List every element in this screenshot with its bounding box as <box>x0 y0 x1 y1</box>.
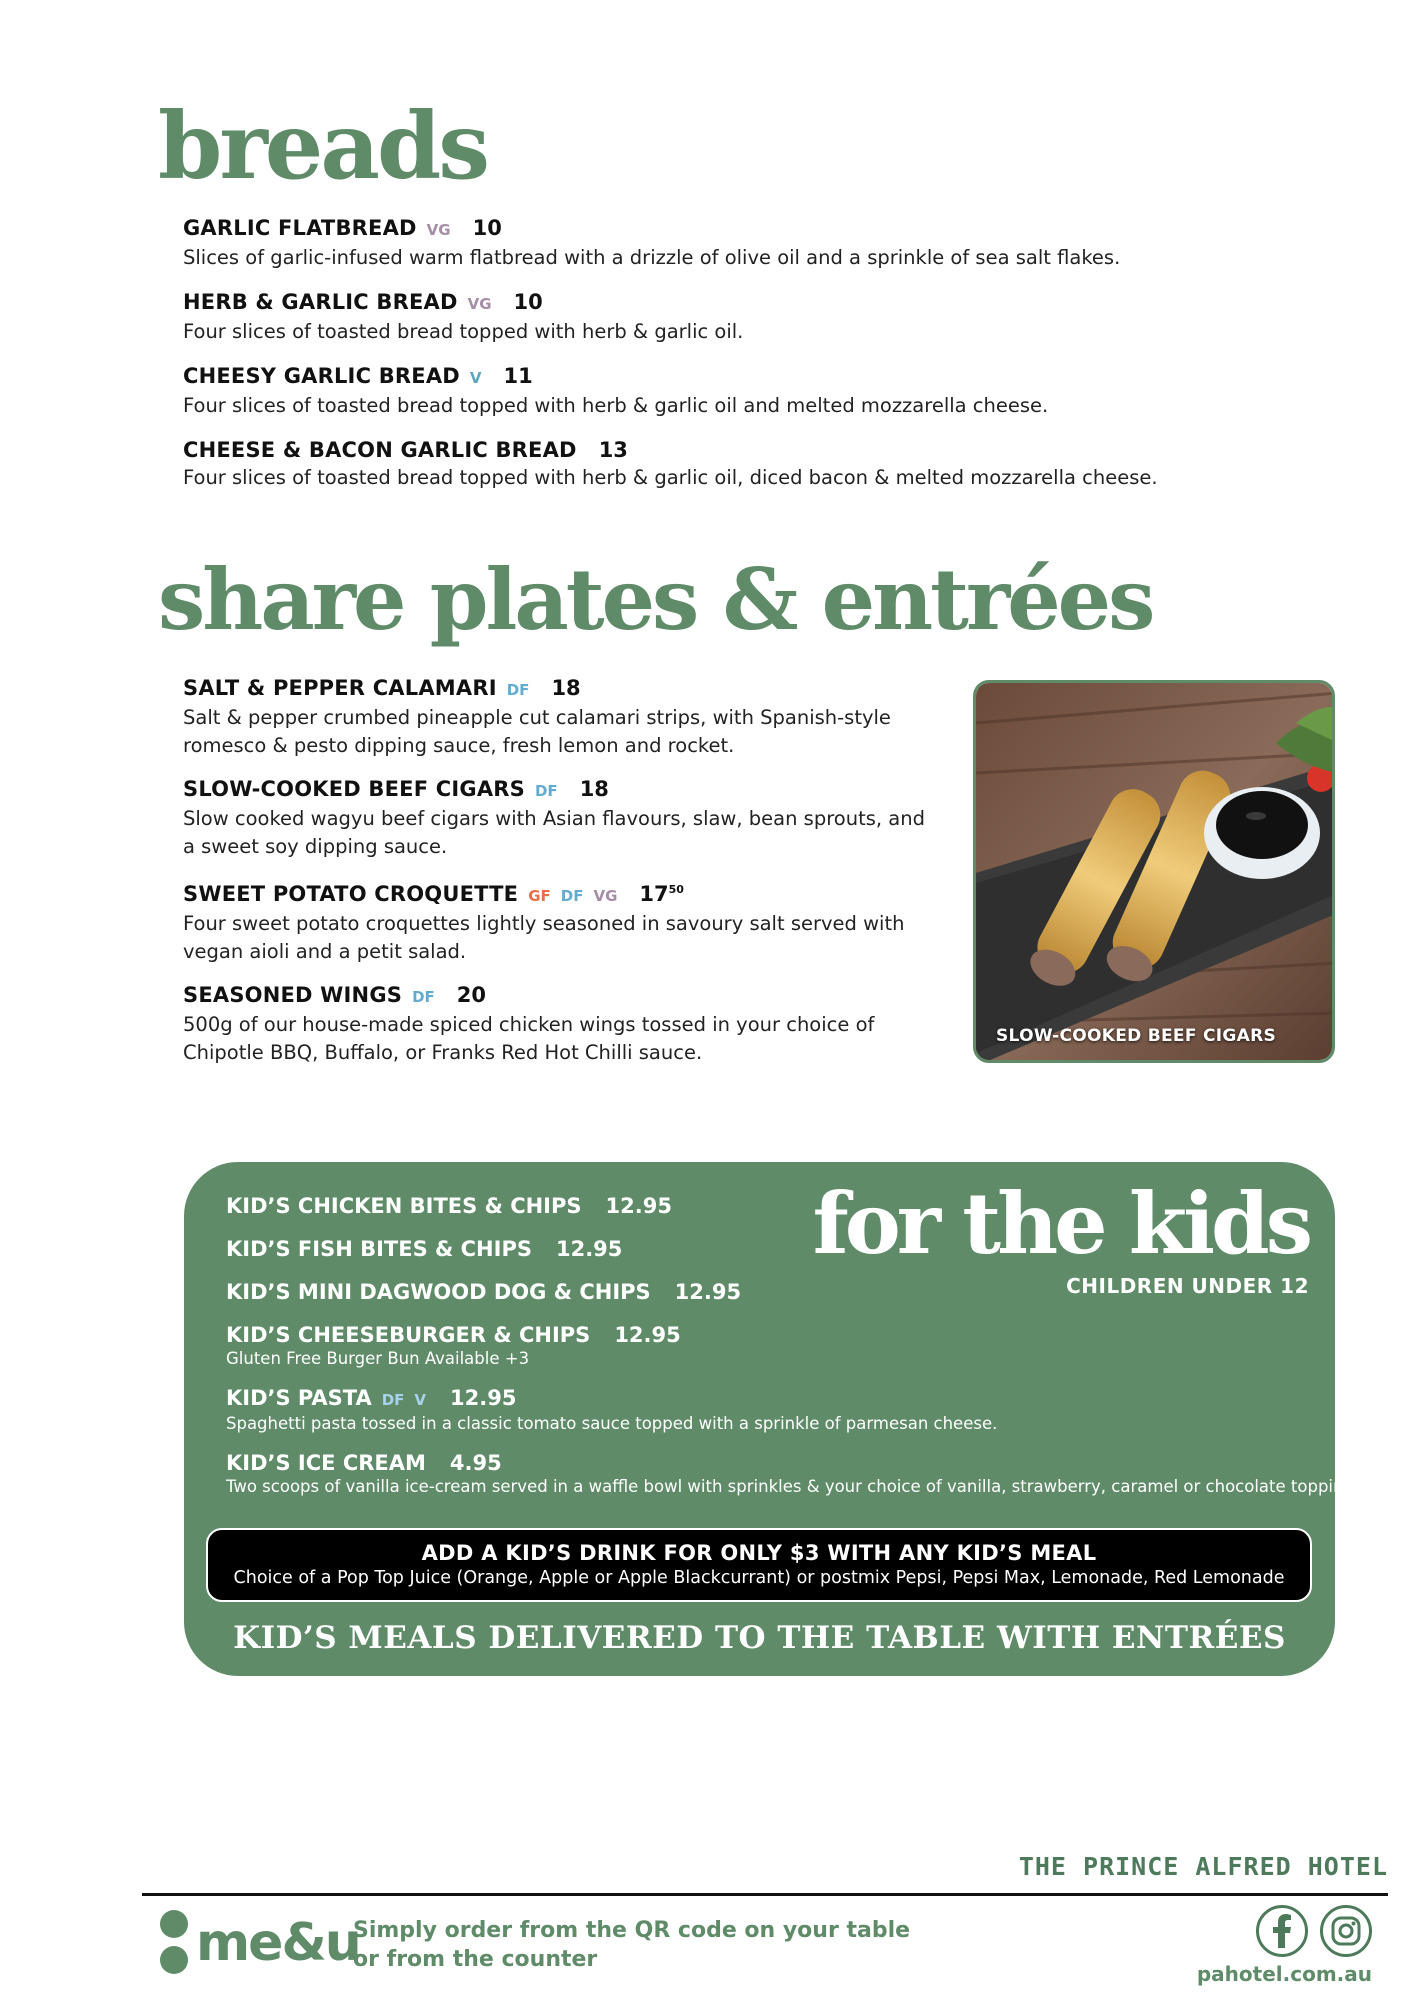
item-name: KID’S CHEESEBURGER & CHIPS <box>226 1323 591 1347</box>
dietary-tag: V <box>469 369 482 387</box>
item-price: 12.95 <box>605 1194 672 1218</box>
kids-drink-offer <box>206 1528 1312 1602</box>
dietary-tag: DF <box>534 782 558 800</box>
website-link[interactable]: pahotel.com.au <box>1196 1962 1372 1986</box>
order-instructions <box>353 1916 910 1974</box>
photo-caption: SLOW-COOKED BEEF CIGARS <box>996 1026 1277 1046</box>
item-name: KID’S CHICKEN BITES & CHIPS <box>226 1194 582 1218</box>
item-price: 18 <box>551 676 581 700</box>
menu-item <box>183 362 1183 420</box>
social-links <box>1256 1905 1372 1957</box>
item-name: KID’S ICE CREAM <box>226 1451 426 1475</box>
item-price: 11 <box>503 364 533 388</box>
kids-delivery-note: KID’S MEALS DELIVERED TO THE TABLE WITH ENTRÉES <box>233 1620 1286 1656</box>
menu-item <box>183 288 1183 346</box>
item-name: SALT & PEPPER CALAMARI <box>183 676 497 700</box>
item-name: SEASONED WINGS <box>183 983 403 1007</box>
item-description: 500g of our house-made spiced chicken wings tossed in your choice of Chipotle BBQ, Buffalo, or Franks Red Hot Chilli sauce. <box>183 1013 875 1064</box>
item-name: CHEESE & BACON GARLIC BREAD <box>183 438 577 462</box>
item-name: GARLIC FLATBREAD <box>183 216 417 240</box>
item-description: Salt & pepper crumbed pineapple cut calamari strips, with Spanish-style romesco & pesto dipping sauce, fresh lemon and rocket. <box>183 706 891 757</box>
menu-item <box>226 1278 1316 1306</box>
item-description: Slices of garlic-infused warm flatbread with a drizzle of olive oil and a sprinkle of sea salt flakes. <box>183 246 1121 269</box>
hotel-name: THE PRINCE ALFRED HOTEL <box>1018 1852 1388 1881</box>
breads-heading: breads <box>158 92 488 200</box>
menu-item <box>226 1384 1316 1434</box>
dietary-tag: VG <box>593 887 618 905</box>
item-price: 4.95 <box>449 1451 502 1475</box>
item-description: Four sweet potato croquettes lightly seasoned in savoury salt served with vegan aioli and a petit salad. <box>183 912 905 963</box>
kids-heading: for the kids <box>812 1174 1309 1273</box>
item-description: Two scoops of vanilla ice-cream served in a waffle bowl with sprinkles & your choice of vanilla, strawberry, caramel or chocolate topping. <box>226 1477 1360 1496</box>
menu-item <box>183 775 943 861</box>
dietary-tag: DF <box>412 988 435 1006</box>
item-price: 20 <box>456 983 487 1007</box>
menu-item <box>226 1235 1316 1263</box>
item-price: $17^{50}$ <box>639 882 684 906</box>
item-description: Spaghetti pasta tossed in a classic tomato sauce topped with a sprinkle of parmesan cheese. <box>226 1414 998 1433</box>
share-plates-heading: share plates & entrées <box>158 550 1153 649</box>
dietary-tag: GF <box>528 887 551 905</box>
menu-item <box>183 876 943 966</box>
item-name: SWEET POTATO CROQUETTE <box>183 882 519 906</box>
food-photo <box>973 680 1335 1063</box>
meu-logo <box>160 1910 360 1976</box>
item-price: 12.95 <box>674 1280 742 1304</box>
menu-item <box>183 436 1183 492</box>
drink-offer-description: Choice of a Pop Top Juice (Orange, Apple or Apple Blackcurrant) or postmix Pepsi, Pepsi Max, Lemonade, Red Lemonade <box>233 1568 1285 1588</box>
item-price: 12.95 <box>614 1323 681 1347</box>
facebook-icon[interactable] <box>1256 1905 1308 1957</box>
kids-subheading: CHILDREN UNDER 12 <box>1066 1274 1309 1298</box>
order-line-2: or from the counter <box>353 1947 598 1972</box>
item-description: Four slices of toasted bread topped with herb & garlic oil. <box>183 320 744 343</box>
item-price: 18 <box>579 777 609 801</box>
item-name: CHEESY GARLIC BREAD <box>183 364 460 388</box>
item-price: 12.95 <box>555 1237 623 1261</box>
item-description: Slow cooked wagyu beef cigars with Asian flavours, slaw, bean sprouts, and a sweet soy dipping sauce. <box>183 807 925 858</box>
item-price: 13 <box>598 438 628 462</box>
item-price: 10 <box>472 216 502 240</box>
kids-list <box>226 1192 1360 1512</box>
menu-item <box>226 1321 1316 1369</box>
share-plates-list <box>183 674 943 1082</box>
meu-logo-icon <box>160 1910 188 1976</box>
item-price: 10 <box>513 290 543 314</box>
item-price: 12.95 <box>450 1386 517 1410</box>
item-name: KID’S PASTA <box>226 1386 372 1410</box>
beef-cigars-illustration <box>976 683 1335 1063</box>
menu-item <box>226 1449 1360 1497</box>
item-description: Four slices of toasted bread topped with herb & garlic oil and melted mozzarella cheese. <box>183 394 1049 417</box>
menu-item <box>226 1192 1316 1220</box>
item-name: HERB & GARLIC BREAD <box>183 290 458 314</box>
order-line-1: Simply order from the QR code on your table <box>353 1918 911 1943</box>
item-name: KID’S MINI DAGWOOD DOG & CHIPS <box>226 1280 651 1304</box>
breads-list <box>183 214 1183 508</box>
dietary-tag: VG <box>426 221 451 239</box>
dietary-tag: VG <box>467 295 492 313</box>
menu-item <box>183 674 943 760</box>
footer-divider <box>142 1893 1388 1896</box>
dietary-tag: DF <box>506 681 530 699</box>
dietary-tag: V <box>414 1391 427 1409</box>
dietary-tag: DF <box>560 887 584 905</box>
menu-item <box>183 214 1183 272</box>
item-description: Gluten Free Burger Bun Available +3 <box>226 1349 530 1368</box>
drink-offer-title: ADD A KID’S DRINK FOR ONLY $3 WITH ANY KID’S MEAL <box>421 1541 1097 1565</box>
kids-menu-panel <box>184 1162 1360 1676</box>
item-name: KID’S FISH BITES & CHIPS <box>226 1237 532 1261</box>
item-description: Four slices of toasted bread topped with herb & garlic oil, diced bacon & melted mozzarella cheese. <box>183 466 1158 489</box>
instagram-icon[interactable] <box>1320 1905 1372 1957</box>
item-name: SLOW-COOKED BEEF CIGARS <box>183 777 525 801</box>
menu-item <box>183 981 943 1067</box>
dietary-tag: DF <box>381 1391 405 1409</box>
meu-logo-text: me&u <box>196 1913 360 1973</box>
